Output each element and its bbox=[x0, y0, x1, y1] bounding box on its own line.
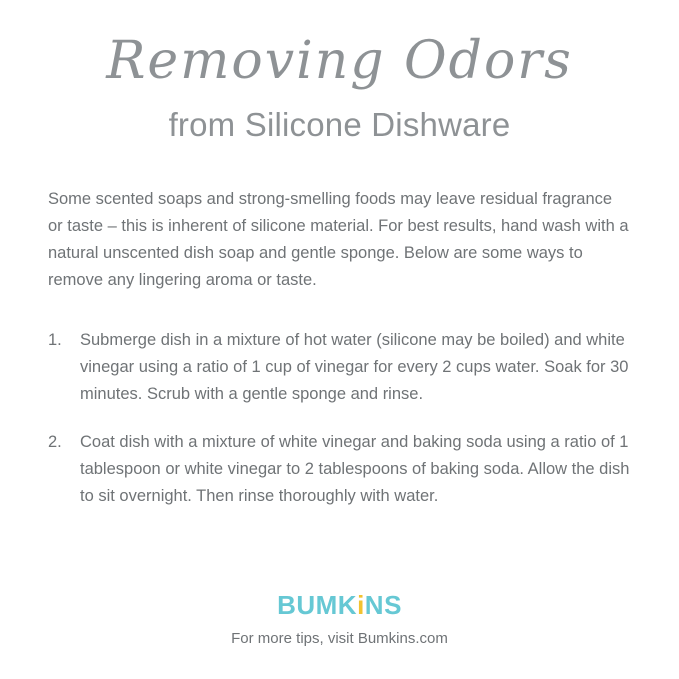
page-subtitle: from Silicone Dishware bbox=[168, 106, 511, 144]
logo-text-part1: BUMK bbox=[277, 590, 358, 620]
list-item-text: Coat dish with a mixture of white vinegar and baking soda using a ratio of 1 tablespoon or white vinegar to 2 tablespoons of baking soda. Allow the dish to sit overnight. Then rinse thoroughly with water. bbox=[80, 433, 630, 505]
list-item-text: Submerge dish in a mixture of hot water (silicone may be boiled) and white vinegar using a ratio of 1 cup of vinegar for every 2 cups water. Soak for 30 minutes. Scrub with a gentle sponge and rinse. bbox=[80, 331, 629, 403]
list-item-number: 1. bbox=[48, 331, 62, 350]
intro-paragraph: Some scented soaps and strong-smelling foods may leave residual fragrance or taste – this is inherent of silicone material. For best results, hand wash with a natural unscented dish soap and gentle sponge. Below are some ways to remove any lingering aroma or taste. bbox=[48, 190, 629, 289]
list-item bbox=[48, 327, 631, 407]
list-item-number: 2. bbox=[48, 433, 62, 452]
list-item bbox=[48, 429, 631, 509]
page-title: Removing Odors bbox=[106, 31, 573, 91]
title-block bbox=[0, 0, 679, 144]
body-content bbox=[0, 186, 679, 509]
logo-accent-letter: i bbox=[357, 590, 365, 620]
steps-list bbox=[48, 327, 631, 509]
bumkins-logo bbox=[277, 592, 402, 618]
footer-tagline: For more tips, visit Bumkins.com bbox=[231, 630, 448, 647]
footer bbox=[0, 592, 679, 647]
logo-text-part2: NS bbox=[364, 590, 402, 620]
